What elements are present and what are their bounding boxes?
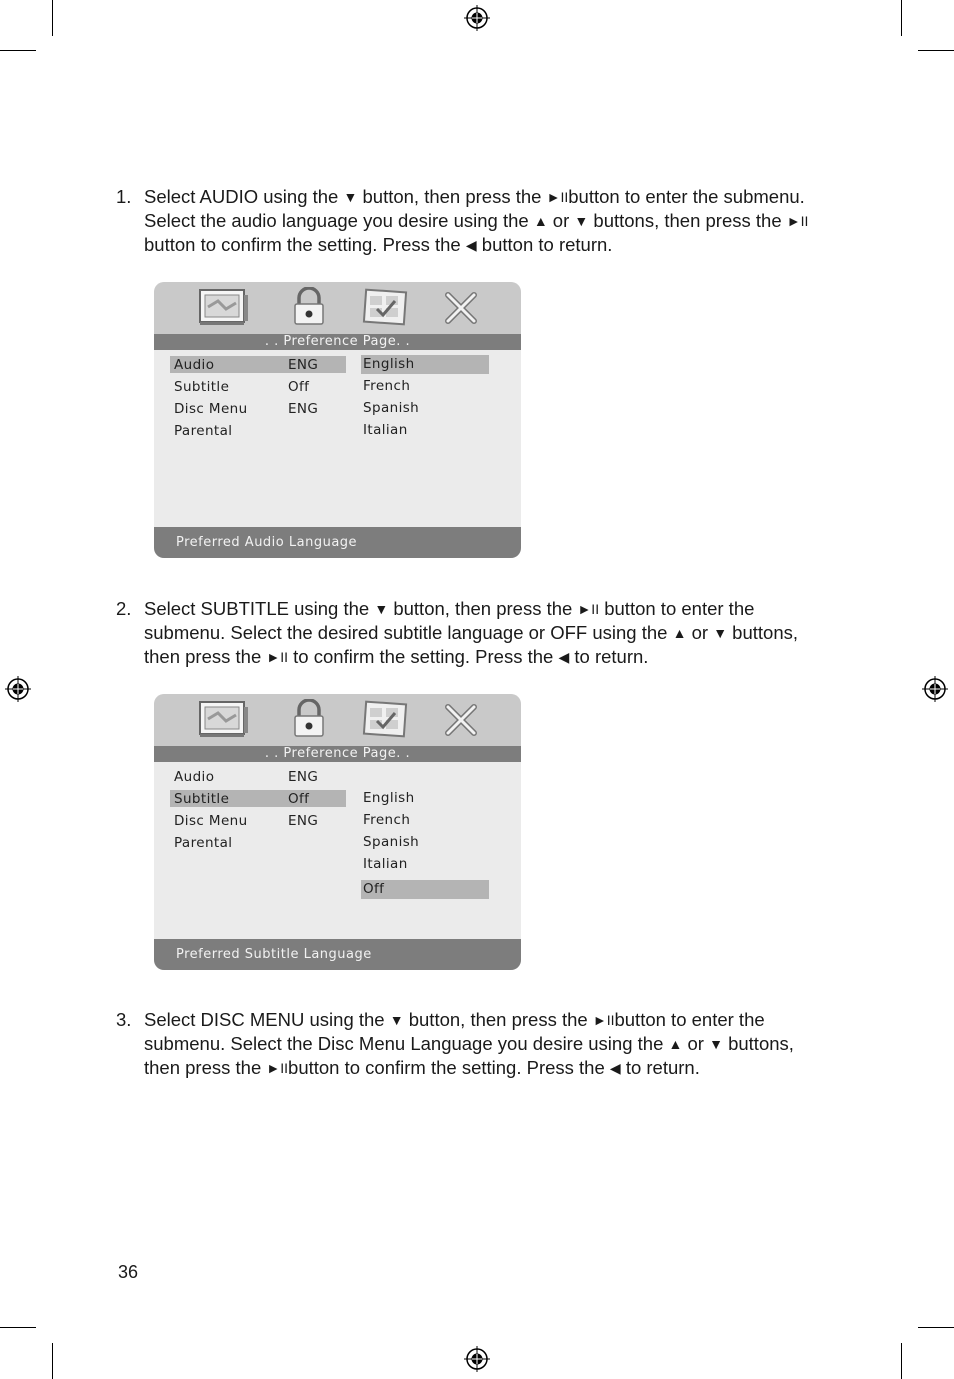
step-text-segment: buttons, (727, 622, 799, 643)
left-button-icon: ◀ (558, 649, 570, 665)
crop-mark (918, 1327, 954, 1328)
step-text-segment: button, then press the (357, 186, 547, 207)
left-button-icon: ◀ (609, 1060, 621, 1076)
crop-mark (52, 0, 53, 36)
crop-mark (0, 50, 36, 51)
up-button-icon: ▲ (668, 1036, 683, 1052)
language-option[interactable]: Italian (363, 422, 408, 438)
menu-item-label[interactable]: Disc Menu (174, 401, 248, 417)
osd-footer: Preferred Subtitle Language (154, 939, 521, 970)
osd-icon-bar (154, 282, 521, 334)
down-button-icon: ▼ (343, 189, 358, 205)
menu-item-value: ENG (288, 813, 319, 829)
menu-item-label[interactable]: Subtitle (174, 379, 230, 395)
menu-item-value: ENG (288, 401, 319, 417)
down-button-icon: ▼ (389, 1012, 404, 1028)
step-text (144, 1008, 856, 1080)
step-text-segment: or (547, 210, 575, 231)
step-text-segment: Select AUDIO using the (144, 186, 344, 207)
crop-mark (918, 50, 954, 51)
down-button-icon: ▼ (374, 601, 389, 617)
left-button-icon: ◀ (465, 237, 477, 253)
menu-item-label[interactable]: Audio (174, 357, 215, 373)
crop-mark (52, 1343, 53, 1379)
crop-mark (901, 0, 902, 36)
language-option[interactable]: Spanish (363, 834, 420, 850)
language-option[interactable]: Off (363, 881, 385, 897)
step-text-segment: Select SUBTITLE using the (144, 598, 375, 619)
crop-mark (901, 1343, 902, 1379)
step-text-segment: Select DISC MENU using the (144, 1009, 390, 1030)
step-line (144, 185, 856, 209)
step-number: 1. (116, 186, 132, 207)
registration-mark-icon (464, 5, 490, 31)
lock-icon (291, 287, 327, 327)
step-text-segment: then press the (144, 1057, 267, 1078)
step-number: 3. (116, 1009, 132, 1030)
step-text-segment: submenu. Select the Disc Menu Language you desire using the (144, 1033, 669, 1054)
play-pause-button-icon: ►II (266, 1060, 289, 1076)
osd-header: . . Preference Page. . (154, 746, 521, 762)
step-text-segment: then press the (144, 646, 267, 667)
step-number: 2. (116, 598, 132, 619)
close-icon (443, 702, 479, 738)
picture-icon (361, 287, 409, 327)
osd-subtitle-screen (154, 694, 521, 970)
step-text-segment: button to enter the (599, 598, 755, 619)
step-line (144, 645, 856, 669)
language-option[interactable]: French (363, 812, 411, 828)
play-pause-button-icon: ►II (266, 649, 289, 665)
osd-header: . . Preference Page. . (154, 334, 521, 350)
step-line (144, 233, 856, 257)
down-button-icon: ▼ (574, 213, 589, 229)
play-pause-button-icon: ►II (577, 601, 600, 617)
up-button-icon: ▲ (533, 213, 548, 229)
registration-mark-icon (464, 1346, 490, 1372)
menu-item-value: ENG (288, 357, 319, 373)
menu-item-value: Off (288, 379, 310, 395)
step-line (144, 1032, 856, 1056)
page-number: 36 (118, 1262, 139, 1282)
language-option[interactable]: Spanish (363, 400, 420, 416)
menu-item-value: Off (288, 791, 310, 807)
menu-item-label[interactable]: Subtitle (174, 791, 230, 807)
play-pause-button-icon: ►II (546, 189, 569, 205)
down-button-icon: ▼ (709, 1036, 723, 1052)
step-text-segment: button, then press the (388, 598, 578, 619)
step-text-segment: submenu. Select the desired subtitle language or OFF using the (144, 622, 673, 643)
step-text-segment: buttons, then press the (588, 210, 787, 231)
step-text-segment: button to enter the (614, 1009, 765, 1030)
step-text-segment: to confirm the setting. Press the (288, 646, 559, 667)
step-text-segment: button, then press the (403, 1009, 593, 1030)
step-text-segment: button to confirm the setting. Press the (288, 1057, 610, 1078)
play-pause-button-icon: ►II (592, 1012, 615, 1028)
menu-item-label[interactable]: Parental (174, 423, 233, 439)
osd-footer: Preferred Audio Language (154, 527, 521, 558)
registration-mark-icon (922, 676, 948, 702)
step-text-segment: button to confirm the setting. Press the (144, 234, 466, 255)
language-option[interactable]: English (363, 356, 415, 372)
step-text-segment: button to return. (476, 234, 613, 255)
down-button-icon: ▼ (713, 625, 728, 641)
step-text-segment: buttons, (722, 1033, 794, 1054)
step-text-segment: or (682, 1033, 710, 1054)
crop-mark (0, 1327, 36, 1328)
tv-icon (196, 287, 250, 327)
menu-item-label[interactable]: Disc Menu (174, 813, 248, 829)
language-option[interactable]: French (363, 378, 411, 394)
menu-item-label[interactable]: Audio (174, 769, 215, 785)
step-text-segment: to return. (569, 646, 649, 667)
tv-icon (196, 699, 250, 739)
step-line (144, 1008, 856, 1032)
step-line (144, 1056, 856, 1080)
close-icon (443, 290, 479, 326)
step-line (144, 209, 856, 233)
up-button-icon: ▲ (672, 625, 687, 641)
registration-mark-icon (5, 676, 31, 702)
step-line (144, 597, 856, 621)
language-option[interactable]: Italian (363, 856, 408, 872)
menu-item-value: ENG (288, 769, 319, 785)
language-option[interactable]: English (363, 790, 415, 806)
lock-icon (291, 699, 327, 739)
play-pause-button-icon: ►II (786, 213, 809, 229)
step-text-segment: to return. (620, 1057, 700, 1078)
osd-audio-screen (154, 282, 521, 558)
step-text-segment: or (686, 622, 714, 643)
osd-icon-bar (154, 694, 521, 746)
step-text-segment: Select the audio language you desire using the (144, 210, 534, 231)
step-line (144, 621, 856, 645)
menu-item-label[interactable]: Parental (174, 835, 233, 851)
picture-icon (361, 699, 409, 739)
step-text-segment: button to enter the submenu. (568, 186, 805, 207)
step-text (144, 597, 856, 669)
step-text (144, 185, 856, 257)
